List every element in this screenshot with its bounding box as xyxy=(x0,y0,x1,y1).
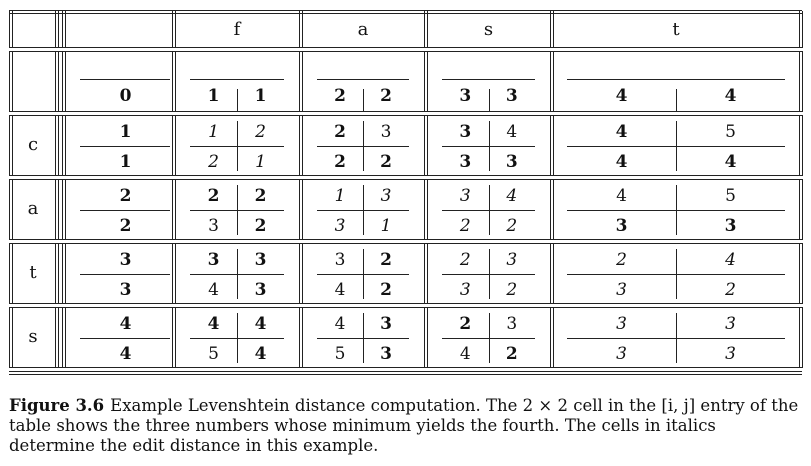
cell-value: 5 xyxy=(725,186,736,206)
cell-value: 3 xyxy=(380,122,392,142)
column-divider xyxy=(550,115,551,176)
column-divider xyxy=(299,307,300,368)
column-divider xyxy=(172,11,173,48)
cell-value: 3 xyxy=(380,344,392,364)
column-divider xyxy=(799,51,800,112)
cell-divider xyxy=(237,89,238,111)
column-divider xyxy=(550,243,551,304)
cell-divider xyxy=(489,313,490,363)
column-divider xyxy=(175,307,176,368)
column-divider xyxy=(427,307,428,368)
column-divider xyxy=(550,179,551,240)
top-rule-inner xyxy=(9,13,802,14)
column-letter-t: t xyxy=(672,19,680,40)
column-divider xyxy=(299,179,300,240)
cell-divider xyxy=(237,249,238,299)
column-divider xyxy=(58,179,59,240)
cell-value: 4 xyxy=(207,314,220,334)
cell-divider xyxy=(676,185,677,235)
cell-value: 4 xyxy=(506,186,518,206)
column-divider xyxy=(424,51,425,112)
column-divider xyxy=(175,179,176,240)
column-divider xyxy=(299,115,300,176)
column-divider xyxy=(553,179,554,240)
column-divider xyxy=(9,243,10,304)
cell-value: 1 xyxy=(208,122,219,142)
bottom-rule xyxy=(9,371,802,372)
column-divider xyxy=(802,115,803,176)
cell-value: 3 xyxy=(616,314,627,334)
column-divider xyxy=(65,115,66,176)
bottom-rule xyxy=(9,374,802,375)
column-letter-a: a xyxy=(357,19,369,40)
column-divider xyxy=(58,307,59,368)
cell-value: 2 xyxy=(334,152,346,172)
cell-divider xyxy=(442,79,535,80)
initial-cell-value: 1 xyxy=(207,86,220,106)
cell-divider xyxy=(676,89,677,111)
column-divider xyxy=(55,179,56,240)
cell-value: 3 xyxy=(208,216,219,236)
column-divider xyxy=(302,115,303,176)
cell-value: 4 xyxy=(459,344,471,364)
column-divider xyxy=(302,51,303,112)
cell-divider xyxy=(237,121,238,171)
caption-text: Example Levenshtein distance computation. The 2 × 2 cell in the [i, j] entry of the table shows the three numbers whose minimum yields the fourth. The cells in italics determine the edit distance in this example. xyxy=(9,396,799,455)
column-divider xyxy=(9,51,10,112)
column-divider xyxy=(302,243,303,304)
column-divider xyxy=(9,11,10,48)
cell-value: 3 xyxy=(254,280,267,300)
cell-value: 3 xyxy=(334,216,346,236)
cell-value: 2 xyxy=(255,122,266,142)
cell-value: 3 xyxy=(724,216,737,236)
column-divider xyxy=(424,307,425,368)
cell-value: 1 xyxy=(255,152,266,172)
initial-cell-value: 3 xyxy=(459,86,472,106)
column-divider xyxy=(802,179,803,240)
section-top-rule xyxy=(9,243,802,244)
cell-value: 1 xyxy=(334,186,346,206)
cell-value: 2 xyxy=(505,344,518,364)
column-letter-s: s xyxy=(483,19,494,40)
initial-cell-value: 2 xyxy=(334,86,346,106)
cell-value: 2 xyxy=(459,216,471,236)
column-divider xyxy=(62,115,63,176)
column-divider xyxy=(427,243,428,304)
row-left-value: 2 xyxy=(119,216,132,236)
column-divider xyxy=(62,307,63,368)
row-letter-t: t xyxy=(29,262,37,283)
cell-value: 3 xyxy=(506,314,518,334)
section-top-rule xyxy=(9,179,802,180)
row-letter-c: c xyxy=(27,134,39,155)
row-left-value: 1 xyxy=(119,122,132,142)
column-divider xyxy=(65,243,66,304)
cell-divider xyxy=(237,185,238,235)
cell-value: 2 xyxy=(334,122,346,142)
column-divider xyxy=(175,115,176,176)
column-letter-f: f xyxy=(233,19,241,40)
cell-value: 4 xyxy=(506,122,518,142)
cell-value: 4 xyxy=(615,152,628,172)
cell-value: 4 xyxy=(254,314,267,334)
column-divider xyxy=(65,179,66,240)
cell-value: 3 xyxy=(380,186,392,206)
cell-divider xyxy=(80,338,170,339)
cell-value: 5 xyxy=(208,344,219,364)
cell-divider xyxy=(363,185,364,235)
column-divider xyxy=(799,179,800,240)
initial-cell-value: 1 xyxy=(254,86,267,106)
column-divider xyxy=(799,11,800,48)
row-left-value: 2 xyxy=(119,186,132,206)
cell-value: 4 xyxy=(254,344,267,364)
column-divider xyxy=(175,243,176,304)
figure-label: Figure 3.6 xyxy=(9,396,105,415)
column-divider xyxy=(802,51,803,112)
cell-divider xyxy=(80,210,170,211)
column-divider xyxy=(12,179,13,240)
cell-value: 4 xyxy=(616,186,627,206)
cell-divider xyxy=(363,121,364,171)
column-divider xyxy=(550,307,551,368)
cell-divider xyxy=(567,79,785,80)
column-divider xyxy=(299,243,300,304)
cell-divider xyxy=(237,313,238,363)
cell-divider xyxy=(80,146,170,147)
cell-value: 4 xyxy=(334,280,346,300)
column-divider xyxy=(299,11,300,48)
cell-divider xyxy=(489,89,490,111)
cell-value: 5 xyxy=(334,344,346,364)
column-divider xyxy=(553,115,554,176)
column-divider xyxy=(553,243,554,304)
initial-cell-value: 3 xyxy=(505,86,518,106)
cell-value: 3 xyxy=(334,250,346,270)
section-top-rule xyxy=(9,51,802,52)
cell-value: 2 xyxy=(380,280,392,300)
cell-divider xyxy=(676,121,677,171)
column-divider xyxy=(172,243,173,304)
column-divider xyxy=(172,307,173,368)
cell-value: 3 xyxy=(616,344,627,364)
row-left-value: 4 xyxy=(119,314,132,334)
column-divider xyxy=(802,307,803,368)
cell-value: 3 xyxy=(506,250,518,270)
column-divider xyxy=(427,51,428,112)
cell-value: 2 xyxy=(208,152,219,172)
column-divider xyxy=(12,243,13,304)
cell-value: 4 xyxy=(725,250,736,270)
column-divider xyxy=(427,11,428,48)
column-divider xyxy=(175,11,176,48)
column-divider xyxy=(175,51,176,112)
column-divider xyxy=(550,11,551,48)
cell-divider xyxy=(489,121,490,171)
column-divider xyxy=(55,115,56,176)
initial-cell-value: 2 xyxy=(380,86,392,106)
cell-divider xyxy=(80,79,170,80)
column-divider xyxy=(802,243,803,304)
column-divider xyxy=(55,243,56,304)
cell-divider xyxy=(676,249,677,299)
column-divider xyxy=(9,115,10,176)
cell-value: 4 xyxy=(615,122,628,142)
cell-value: 2 xyxy=(459,314,472,334)
cell-value: 3 xyxy=(459,280,471,300)
cell-divider xyxy=(489,249,490,299)
row-letter-a: a xyxy=(27,198,39,219)
column-divider xyxy=(12,11,13,48)
column-divider xyxy=(802,11,803,48)
column-divider xyxy=(172,51,173,112)
cell-value: 2 xyxy=(207,186,220,206)
cell-value: 3 xyxy=(459,122,472,142)
column-divider xyxy=(58,51,59,112)
cell-divider xyxy=(80,274,170,275)
column-divider xyxy=(302,307,303,368)
column-divider xyxy=(65,11,66,48)
column-divider xyxy=(553,51,554,112)
row-left-value: 3 xyxy=(119,250,132,270)
section-bottom-rule xyxy=(9,239,802,240)
column-divider xyxy=(58,243,59,304)
cell-value: 2 xyxy=(459,250,471,270)
column-divider xyxy=(172,115,173,176)
column-divider xyxy=(302,179,303,240)
column-divider xyxy=(553,11,554,48)
column-divider xyxy=(172,179,173,240)
cell-value: 3 xyxy=(207,250,220,270)
cell-value: 3 xyxy=(505,152,518,172)
cell-divider xyxy=(363,89,364,111)
cell-value: 3 xyxy=(725,344,736,364)
cell-divider xyxy=(363,249,364,299)
column-divider xyxy=(62,11,63,48)
column-divider xyxy=(424,243,425,304)
column-divider xyxy=(55,51,56,112)
cell-value: 3 xyxy=(254,250,267,270)
initial-cell-value: 4 xyxy=(615,86,628,106)
cell-divider xyxy=(676,313,677,363)
column-divider xyxy=(55,11,56,48)
column-divider xyxy=(424,179,425,240)
column-divider xyxy=(302,11,303,48)
cell-value: 2 xyxy=(254,186,267,206)
cell-divider xyxy=(190,79,284,80)
column-divider xyxy=(550,51,551,112)
column-divider xyxy=(799,307,800,368)
cell-divider xyxy=(489,185,490,235)
column-divider xyxy=(62,51,63,112)
cell-value: 2 xyxy=(616,250,627,270)
row-left-value: 3 xyxy=(119,280,132,300)
column-divider xyxy=(12,307,13,368)
column-divider xyxy=(427,115,428,176)
cell-value: 2 xyxy=(254,216,267,236)
column-divider xyxy=(9,307,10,368)
row-letter-s: s xyxy=(28,326,38,347)
cell-divider xyxy=(317,79,409,80)
column-divider xyxy=(65,307,66,368)
section-top-rule xyxy=(9,115,802,116)
column-divider xyxy=(299,51,300,112)
cell-value: 2 xyxy=(380,152,392,172)
column-divider xyxy=(58,115,59,176)
cell-value: 3 xyxy=(725,314,736,334)
cell-value: 2 xyxy=(506,280,518,300)
section-bottom-rule xyxy=(9,111,802,112)
column-divider xyxy=(424,115,425,176)
initial-cell-value: 4 xyxy=(724,86,737,106)
cell-value: 3 xyxy=(459,186,471,206)
column-divider xyxy=(427,179,428,240)
figure-caption xyxy=(9,396,807,456)
cell-value: 3 xyxy=(380,314,392,334)
cell-value: 5 xyxy=(725,122,736,142)
column-divider xyxy=(55,307,56,368)
cell-value: 3 xyxy=(459,152,472,172)
column-divider xyxy=(799,115,800,176)
column-divider xyxy=(62,179,63,240)
row-left-value: 4 xyxy=(119,344,132,364)
cell-value: 4 xyxy=(724,152,737,172)
column-divider xyxy=(553,307,554,368)
cell-value: 2 xyxy=(725,280,736,300)
cell-value: 3 xyxy=(616,280,627,300)
row-left-value: 1 xyxy=(119,152,132,172)
column-divider xyxy=(9,179,10,240)
cell-value: 2 xyxy=(380,250,392,270)
cell-divider xyxy=(363,313,364,363)
cell-value: 3 xyxy=(615,216,628,236)
cell-value: 4 xyxy=(334,314,346,334)
column-divider xyxy=(12,115,13,176)
column-divider xyxy=(58,11,59,48)
section-bottom-rule xyxy=(9,47,802,48)
initial-cell-value: 0 xyxy=(119,86,132,106)
cell-value: 4 xyxy=(208,280,219,300)
section-bottom-rule xyxy=(9,367,802,368)
section-bottom-rule xyxy=(9,303,802,304)
column-divider xyxy=(424,11,425,48)
section-bottom-rule xyxy=(9,175,802,176)
column-divider xyxy=(12,51,13,112)
section-top-rule xyxy=(9,307,802,308)
column-divider xyxy=(62,243,63,304)
column-divider xyxy=(799,243,800,304)
cell-value: 2 xyxy=(506,216,518,236)
cell-value: 1 xyxy=(380,216,392,236)
top-rule xyxy=(9,10,802,11)
column-divider xyxy=(65,51,66,112)
